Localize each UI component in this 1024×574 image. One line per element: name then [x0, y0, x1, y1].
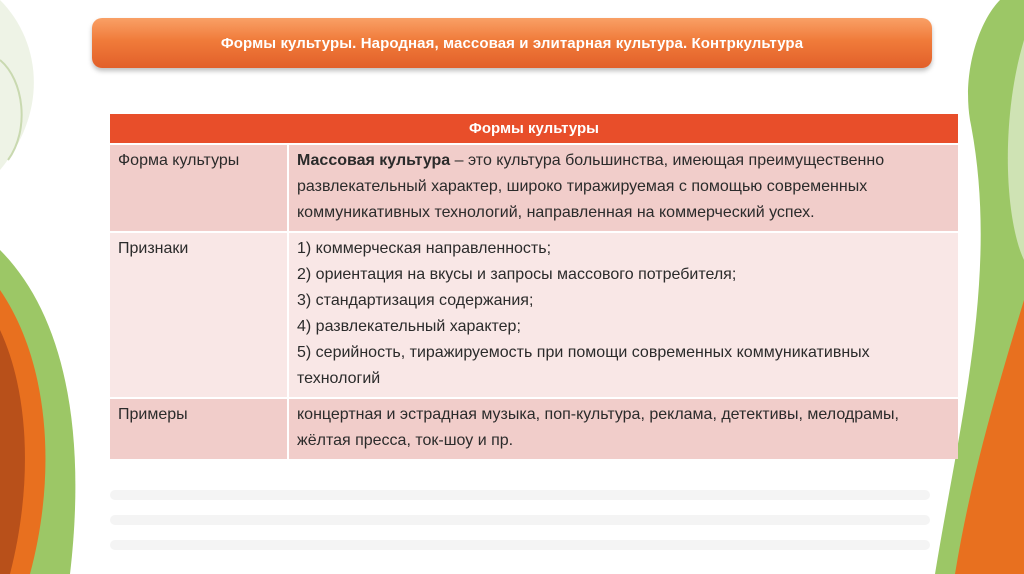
definition-text: – это культура большинства, имеющая преимущественно развлекательный характер, широко тиражируемая с помощью современных коммуникативных технологий, направленная на коммерческий успех. [297, 152, 885, 221]
table-header: Формы культуры [110, 114, 958, 144]
features-list [288, 232, 958, 398]
table-header-row [110, 114, 958, 144]
feature-item: 3) стандартизация содержания; [297, 292, 534, 309]
slide-title: Формы культуры. Народная, массовая и элитарная культура. Контркультура [220, 34, 804, 52]
table-row [110, 144, 958, 232]
feature-item: 5) серийность, тиражируемость при помощи современных коммуникативных технологий [297, 344, 870, 387]
feature-item: 2) ориентация на вкусы и запросы массового потребителя; [297, 266, 737, 283]
examples-text: концертная и эстрадная музыка, поп-культура, реклама, детективы, мелодрамы, жёлтая пресса, ток-шоу и пр. [288, 398, 958, 459]
bottom-faint-pattern [110, 490, 930, 550]
culture-forms-table [110, 114, 958, 459]
feature-item: 1) коммерческая направленность; [297, 240, 552, 257]
table-row [110, 232, 958, 398]
term-mass-culture: Массовая культура [297, 152, 451, 169]
table-row [110, 398, 958, 459]
row-label-features: Признаки [110, 232, 288, 398]
slide-title-bar [92, 18, 932, 68]
feature-item: 4) развлекательный характер; [297, 318, 521, 335]
row-label-examples: Примеры [110, 398, 288, 459]
row-definition [288, 144, 958, 232]
row-label-form: Форма культуры [110, 144, 288, 232]
